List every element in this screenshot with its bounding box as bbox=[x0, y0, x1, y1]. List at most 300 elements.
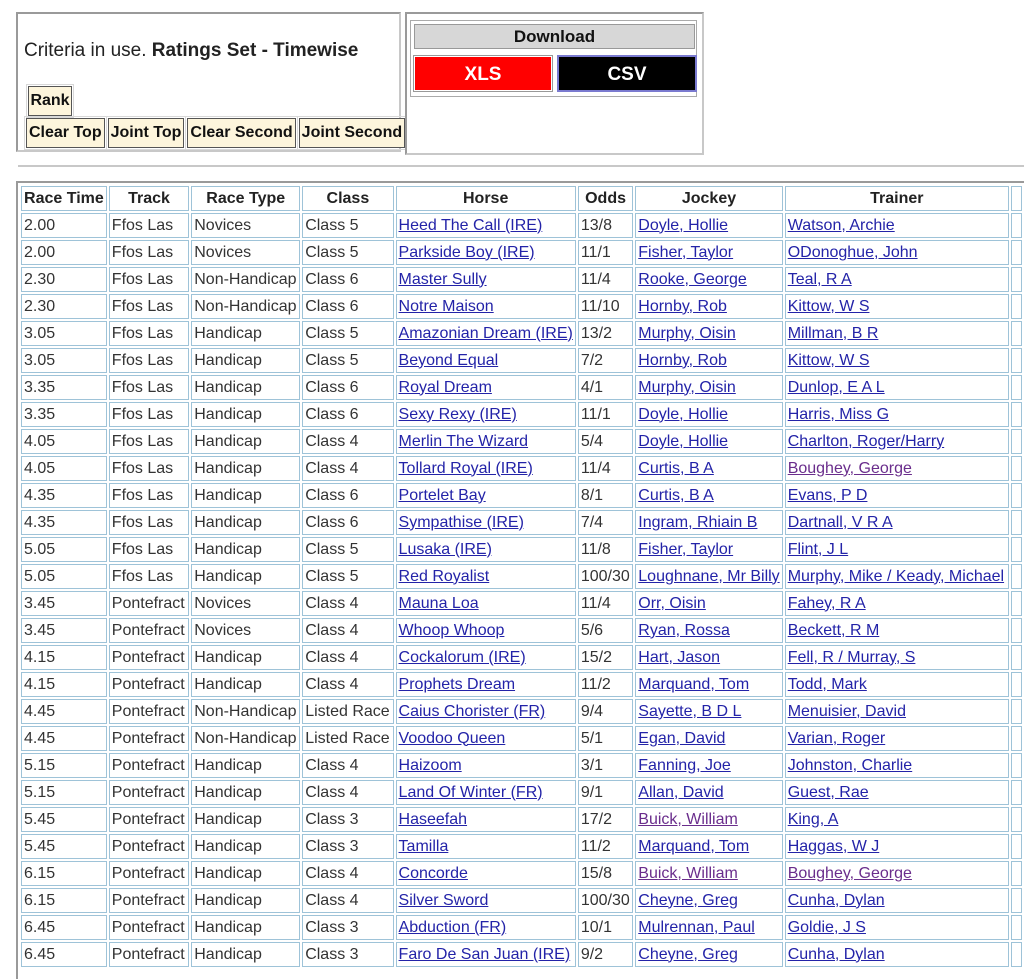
jockey-link[interactable]: Curtis, B A bbox=[638, 486, 714, 504]
horse-cell bbox=[396, 780, 576, 805]
race-type-cell: Handicap bbox=[191, 456, 300, 481]
trainer-cell bbox=[785, 942, 1009, 967]
race-time-cell: 5.15 bbox=[21, 753, 107, 778]
track-cell: Ffos Las bbox=[109, 294, 189, 319]
race-type-cell: Handicap bbox=[191, 645, 300, 670]
class-cell: Class 4 bbox=[302, 888, 393, 913]
race-type-cell: Novices bbox=[191, 240, 300, 265]
criteria-prefix: Criteria in use. bbox=[24, 40, 152, 61]
horse-cell bbox=[396, 402, 576, 427]
horse-link[interactable]: Merlin The Wizard bbox=[398, 432, 529, 450]
clear-second-button[interactable]: Clear Second bbox=[187, 118, 295, 148]
jockey-link[interactable]: Fisher, Taylor bbox=[638, 243, 734, 261]
track-cell: Pontefract bbox=[109, 780, 189, 805]
extra-cell bbox=[1011, 780, 1022, 805]
jockey-link[interactable]: Murphy, Oisin bbox=[638, 378, 736, 396]
table-row bbox=[21, 888, 1022, 913]
race-time-cell: 5.05 bbox=[21, 564, 107, 589]
race-time-cell: 4.15 bbox=[21, 672, 107, 697]
odds-cell: 11/10 bbox=[578, 294, 633, 319]
jockey-link[interactable]: Egan, David bbox=[638, 729, 726, 747]
horse-cell bbox=[396, 375, 576, 400]
jockey-cell bbox=[635, 213, 782, 238]
trainer-link[interactable]: Harris, Miss G bbox=[787, 405, 890, 423]
trainer-cell bbox=[785, 348, 1009, 373]
odds-cell: 17/2 bbox=[578, 807, 633, 832]
class-cell: Listed Race bbox=[302, 699, 393, 724]
table-row bbox=[21, 348, 1022, 373]
trainer-cell bbox=[785, 915, 1009, 940]
jockey-cell bbox=[635, 753, 782, 778]
race-type-cell: Handicap bbox=[191, 321, 300, 346]
trainer-link[interactable]: Guest, Rae bbox=[787, 783, 869, 801]
class-cell: Class 4 bbox=[302, 780, 393, 805]
jockey-cell bbox=[635, 699, 782, 724]
horse-link[interactable]: Haseefah bbox=[398, 810, 468, 828]
horse-link[interactable]: Notre Maison bbox=[398, 297, 494, 315]
horse-link[interactable]: Royal Dream bbox=[398, 378, 492, 396]
table-row bbox=[21, 645, 1022, 670]
trainer-link[interactable]: Varian, Roger bbox=[787, 729, 886, 747]
horse-cell bbox=[396, 213, 576, 238]
odds-cell: 11/1 bbox=[578, 402, 633, 427]
horse-cell bbox=[396, 888, 576, 913]
horse-link[interactable]: Portelet Bay bbox=[398, 486, 486, 504]
jockey-cell bbox=[635, 564, 782, 589]
results-body bbox=[21, 213, 1022, 967]
extra-cell bbox=[1011, 240, 1022, 265]
race-type-cell: Handicap bbox=[191, 942, 300, 967]
race-time-cell: 5.45 bbox=[21, 834, 107, 859]
jockey-link[interactable]: Hornby, Rob bbox=[638, 297, 727, 315]
odds-cell: 9/2 bbox=[578, 942, 633, 967]
jockey-link[interactable]: Doyle, Hollie bbox=[638, 216, 729, 234]
jockey-link[interactable]: Buick, William bbox=[638, 810, 738, 828]
race-time-cell: 6.15 bbox=[21, 861, 107, 886]
odds-cell: 8/1 bbox=[578, 483, 633, 508]
trainer-link[interactable]: Cunha, Dylan bbox=[787, 945, 885, 963]
jockey-cell bbox=[635, 726, 782, 751]
jockey-cell bbox=[635, 429, 782, 454]
header-race-time: Race Time bbox=[21, 186, 107, 211]
table-row bbox=[21, 321, 1022, 346]
race-time-cell: 2.30 bbox=[21, 267, 107, 292]
download-inner bbox=[410, 20, 697, 97]
table-row bbox=[21, 672, 1022, 697]
table-row bbox=[21, 267, 1022, 292]
race-type-cell: Handicap bbox=[191, 375, 300, 400]
table-row bbox=[21, 834, 1022, 859]
horse-link[interactable]: Lusaka (IRE) bbox=[398, 540, 492, 558]
jockey-cell bbox=[635, 942, 782, 967]
horse-cell bbox=[396, 510, 576, 535]
trainer-link[interactable]: Beckett, R M bbox=[787, 621, 880, 639]
trainer-cell bbox=[785, 213, 1009, 238]
race-type-cell: Handicap bbox=[191, 402, 300, 427]
horse-cell bbox=[396, 618, 576, 643]
rank-button[interactable]: Rank bbox=[28, 86, 72, 116]
trainer-cell bbox=[785, 564, 1009, 589]
horse-link[interactable]: Faro De San Juan (IRE) bbox=[398, 945, 571, 963]
race-time-cell: 6.15 bbox=[21, 888, 107, 913]
horse-cell bbox=[396, 456, 576, 481]
track-cell: Pontefract bbox=[109, 645, 189, 670]
horse-link[interactable]: Amazonian Dream (IRE) bbox=[398, 324, 573, 342]
odds-cell: 5/1 bbox=[578, 726, 633, 751]
trainer-link[interactable]: Evans, P D bbox=[787, 486, 868, 504]
race-type-cell: Handicap bbox=[191, 429, 300, 454]
jockey-cell bbox=[635, 834, 782, 859]
horse-cell bbox=[396, 699, 576, 724]
extra-cell bbox=[1011, 834, 1022, 859]
results-table-container bbox=[16, 181, 1024, 979]
race-type-cell: Handicap bbox=[191, 564, 300, 589]
trainer-link[interactable]: Teal, R A bbox=[787, 270, 852, 288]
horse-link[interactable]: Voodoo Queen bbox=[398, 729, 506, 747]
track-cell: Pontefract bbox=[109, 888, 189, 913]
race-type-cell: Non-Handicap bbox=[191, 699, 300, 724]
extra-cell bbox=[1011, 726, 1022, 751]
odds-cell: 13/2 bbox=[578, 321, 633, 346]
trainer-link[interactable]: Charlton, Roger/Harry bbox=[787, 432, 945, 450]
horse-link[interactable]: Sympathise (IRE) bbox=[398, 513, 524, 531]
race-time-cell: 2.00 bbox=[21, 213, 107, 238]
trainer-cell bbox=[785, 807, 1009, 832]
jockey-link[interactable]: Ryan, Rossa bbox=[638, 621, 730, 639]
extra-cell bbox=[1011, 429, 1022, 454]
class-cell: Class 4 bbox=[302, 753, 393, 778]
table-row bbox=[21, 780, 1022, 805]
track-cell: Pontefract bbox=[109, 618, 189, 643]
horse-link[interactable]: Red Royalist bbox=[398, 567, 490, 585]
odds-cell: 10/1 bbox=[578, 915, 633, 940]
horse-link[interactable]: Tollard Royal (IRE) bbox=[398, 459, 533, 477]
track-cell: Ffos Las bbox=[109, 510, 189, 535]
odds-cell: 7/4 bbox=[578, 510, 633, 535]
joint-second-button[interactable]: Joint Second bbox=[299, 118, 405, 148]
track-cell: Ffos Las bbox=[109, 348, 189, 373]
trainer-link[interactable]: Murphy, Mike / Keady, Michael bbox=[787, 567, 1005, 585]
horse-cell bbox=[396, 429, 576, 454]
jockey-cell bbox=[635, 267, 782, 292]
header-track: Track bbox=[109, 186, 189, 211]
table-row bbox=[21, 564, 1022, 589]
horse-cell bbox=[396, 807, 576, 832]
extra-cell bbox=[1011, 213, 1022, 238]
jockey-link[interactable]: Marquand, Tom bbox=[638, 675, 750, 693]
odds-cell: 5/6 bbox=[578, 618, 633, 643]
jockey-link[interactable]: Curtis, B A bbox=[638, 459, 714, 477]
odds-cell: 13/8 bbox=[578, 213, 633, 238]
extra-cell bbox=[1011, 348, 1022, 373]
class-cell: Class 3 bbox=[302, 942, 393, 967]
csv-download-button[interactable]: CSV bbox=[559, 57, 695, 90]
track-cell: Ffos Las bbox=[109, 537, 189, 562]
table-header-row bbox=[21, 186, 1022, 211]
table-row bbox=[21, 510, 1022, 535]
trainer-link[interactable]: Flint, J L bbox=[787, 540, 849, 558]
horse-cell bbox=[396, 294, 576, 319]
jockey-cell bbox=[635, 888, 782, 913]
horse-link[interactable]: Prophets Dream bbox=[398, 675, 516, 693]
jockey-link[interactable]: Fanning, Joe bbox=[638, 756, 731, 774]
race-time-cell: 3.05 bbox=[21, 348, 107, 373]
trainer-link[interactable]: Haggas, W J bbox=[787, 837, 880, 855]
extra-cell bbox=[1011, 753, 1022, 778]
race-type-cell: Novices bbox=[191, 591, 300, 616]
table-row bbox=[21, 294, 1022, 319]
race-time-cell: 4.45 bbox=[21, 726, 107, 751]
header-horse: Horse bbox=[396, 186, 576, 211]
horse-link[interactable]: Land Of Winter (FR) bbox=[398, 783, 543, 801]
xls-download-button[interactable]: XLS bbox=[415, 57, 551, 90]
trainer-link[interactable]: Boughey, George bbox=[787, 864, 912, 882]
trainer-link[interactable]: Kittow, W S bbox=[787, 297, 870, 315]
track-cell: Pontefract bbox=[109, 834, 189, 859]
jockey-link[interactable]: Allan, David bbox=[638, 783, 724, 801]
header-trainer bbox=[785, 186, 1009, 211]
extra-cell bbox=[1011, 456, 1022, 481]
trainer-link[interactable]: Fahey, R A bbox=[787, 594, 866, 612]
jockey-link[interactable]: Rooke, George bbox=[638, 270, 747, 288]
horse-cell bbox=[396, 591, 576, 616]
horse-link[interactable]: Mauna Loa bbox=[398, 594, 479, 612]
horse-cell bbox=[396, 726, 576, 751]
horse-link[interactable]: Tamilla bbox=[398, 837, 449, 855]
jockey-link[interactable]: Hart, Jason bbox=[638, 648, 721, 666]
jockey-link[interactable]: Fisher, Taylor bbox=[638, 540, 734, 558]
horse-cell bbox=[396, 861, 576, 886]
horse-link[interactable]: Whoop Whoop bbox=[398, 621, 505, 639]
class-cell: Class 3 bbox=[302, 915, 393, 940]
jockey-link[interactable]: Cheyne, Greg bbox=[638, 945, 738, 963]
horse-link[interactable]: Abduction (FR) bbox=[398, 918, 507, 936]
horse-cell bbox=[396, 834, 576, 859]
race-type-cell: Handicap bbox=[191, 834, 300, 859]
jockey-cell bbox=[635, 294, 782, 319]
jockey-link[interactable]: Buick, William bbox=[638, 864, 738, 882]
extra-cell bbox=[1011, 564, 1022, 589]
trainer-cell bbox=[785, 429, 1009, 454]
track-cell: Pontefract bbox=[109, 807, 189, 832]
horse-cell bbox=[396, 942, 576, 967]
trainer-link[interactable]: Watson, Archie bbox=[787, 216, 895, 234]
odds-cell: 11/2 bbox=[578, 834, 633, 859]
jockey-cell bbox=[635, 375, 782, 400]
results-table bbox=[19, 184, 1024, 969]
track-cell: Ffos Las bbox=[109, 321, 189, 346]
trainer-cell bbox=[785, 834, 1009, 859]
jockey-cell bbox=[635, 780, 782, 805]
jockey-cell bbox=[635, 645, 782, 670]
trainer-link[interactable]: Dunlop, E A L bbox=[787, 378, 885, 396]
class-cell: Class 4 bbox=[302, 591, 393, 616]
class-cell: Class 4 bbox=[302, 672, 393, 697]
race-time-cell: 4.05 bbox=[21, 456, 107, 481]
odds-cell: 4/1 bbox=[578, 375, 633, 400]
trainer-link[interactable]: King, A bbox=[787, 810, 839, 828]
trainer-cell bbox=[785, 456, 1009, 481]
race-type-cell: Handicap bbox=[191, 348, 300, 373]
criteria-button-row bbox=[26, 118, 405, 148]
trainer-cell bbox=[785, 402, 1009, 427]
jockey-cell bbox=[635, 915, 782, 940]
trainer-cell bbox=[785, 375, 1009, 400]
jockey-link[interactable]: Mulrennan, Paul bbox=[638, 918, 755, 936]
trainer-link[interactable]: Boughey, George bbox=[787, 459, 912, 477]
horse-cell bbox=[396, 753, 576, 778]
horse-link[interactable]: Caius Chorister (FR) bbox=[398, 702, 546, 720]
race-type-cell: Handicap bbox=[191, 915, 300, 940]
section-divider bbox=[18, 165, 1024, 167]
race-type-cell: Non-Handicap bbox=[191, 294, 300, 319]
horse-cell bbox=[396, 645, 576, 670]
table-row bbox=[21, 213, 1022, 238]
odds-cell: 11/4 bbox=[578, 591, 633, 616]
header-jockey: Jockey bbox=[635, 186, 782, 211]
horse-link[interactable]: Silver Sword bbox=[398, 891, 489, 909]
race-time-cell: 3.35 bbox=[21, 402, 107, 427]
extra-cell bbox=[1011, 483, 1022, 508]
extra-cell bbox=[1011, 915, 1022, 940]
horse-link[interactable]: Beyond Equal bbox=[398, 351, 499, 369]
trainer-link[interactable]: ODonoghue, John bbox=[787, 243, 918, 261]
jockey-cell bbox=[635, 672, 782, 697]
jockey-link[interactable]: Cheyne, Greg bbox=[638, 891, 738, 909]
horse-link[interactable]: Parkside Boy (IRE) bbox=[398, 243, 535, 261]
race-time-cell: 4.45 bbox=[21, 699, 107, 724]
horse-link[interactable]: Sexy Rexy (IRE) bbox=[398, 405, 517, 423]
jockey-link[interactable]: Doyle, Hollie bbox=[638, 432, 729, 450]
trainer-link[interactable]: Johnston, Charlie bbox=[787, 756, 913, 774]
table-row bbox=[21, 618, 1022, 643]
race-time-cell: 3.45 bbox=[21, 618, 107, 643]
trainer-cell bbox=[785, 645, 1009, 670]
class-cell: Class 5 bbox=[302, 348, 393, 373]
trainer-cell bbox=[785, 726, 1009, 751]
jockey-link[interactable]: Sayette, B D L bbox=[638, 702, 742, 720]
trainer-cell bbox=[785, 888, 1009, 913]
jockey-cell bbox=[635, 537, 782, 562]
class-cell: Class 3 bbox=[302, 834, 393, 859]
extra-cell bbox=[1011, 942, 1022, 967]
jockey-cell bbox=[635, 807, 782, 832]
horse-cell bbox=[396, 483, 576, 508]
race-time-cell: 6.45 bbox=[21, 915, 107, 940]
extra-cell bbox=[1011, 321, 1022, 346]
class-cell: Class 5 bbox=[302, 537, 393, 562]
trainer-cell bbox=[785, 780, 1009, 805]
table-row bbox=[21, 591, 1022, 616]
track-cell: Pontefract bbox=[109, 861, 189, 886]
track-cell: Ffos Las bbox=[109, 429, 189, 454]
trainer-link[interactable]: Menuisier, David bbox=[787, 702, 906, 720]
race-time-cell: 4.35 bbox=[21, 510, 107, 535]
trainer-link[interactable]: Kittow, W S bbox=[787, 351, 870, 369]
horse-link[interactable]: Cockalorum (IRE) bbox=[398, 648, 526, 666]
horse-link[interactable]: Heed The Call (IRE) bbox=[398, 216, 543, 234]
horse-link[interactable]: Master Sully bbox=[398, 270, 487, 288]
jockey-cell bbox=[635, 240, 782, 265]
track-cell: Ffos Las bbox=[109, 456, 189, 481]
horse-link[interactable]: Haizoom bbox=[398, 756, 462, 774]
table-row bbox=[21, 942, 1022, 967]
trainer-link[interactable]: Fell, R / Murray, S bbox=[787, 648, 916, 666]
jockey-cell bbox=[635, 510, 782, 535]
race-time-cell: 3.45 bbox=[21, 591, 107, 616]
horse-link[interactable]: Concorde bbox=[398, 864, 468, 882]
clear-top-button[interactable]: Clear Top bbox=[26, 118, 105, 148]
table-row bbox=[21, 483, 1022, 508]
jockey-link[interactable]: Loughnane, Mr Billy bbox=[638, 567, 780, 585]
trainer-link[interactable]: Goldie, J S bbox=[787, 918, 866, 936]
class-cell: Class 4 bbox=[302, 618, 393, 643]
race-time-cell: 2.00 bbox=[21, 240, 107, 265]
race-type-cell: Handicap bbox=[191, 888, 300, 913]
jockey-link[interactable]: Doyle, Hollie bbox=[638, 405, 729, 423]
trainer-cell bbox=[785, 510, 1009, 535]
jockey-link[interactable]: Hornby, Rob bbox=[638, 351, 727, 369]
trainer-link[interactable]: Dartnall, V R A bbox=[787, 513, 893, 531]
odds-cell: 11/4 bbox=[578, 267, 633, 292]
track-cell: Ffos Las bbox=[109, 375, 189, 400]
trainer-cell bbox=[785, 618, 1009, 643]
class-cell: Class 4 bbox=[302, 645, 393, 670]
race-time-cell: 4.15 bbox=[21, 645, 107, 670]
race-type-cell: Handicap bbox=[191, 510, 300, 535]
race-time-cell: 5.45 bbox=[21, 807, 107, 832]
class-cell: Class 6 bbox=[302, 375, 393, 400]
extra-cell bbox=[1011, 294, 1022, 319]
odds-cell: 11/8 bbox=[578, 537, 633, 562]
trainer-cell bbox=[785, 591, 1009, 616]
race-type-cell: Handicap bbox=[191, 483, 300, 508]
criteria-panel bbox=[16, 12, 401, 152]
jockey-link[interactable]: Marquand, Tom bbox=[638, 837, 750, 855]
joint-top-button[interactable]: Joint Top bbox=[108, 118, 185, 148]
race-time-cell: 4.05 bbox=[21, 429, 107, 454]
jockey-link[interactable]: Orr, Oisin bbox=[638, 594, 706, 612]
extra-cell bbox=[1011, 267, 1022, 292]
race-type-cell: Handicap bbox=[191, 780, 300, 805]
extra-cell bbox=[1011, 672, 1022, 697]
trainer-link[interactable]: Todd, Mark bbox=[787, 675, 867, 693]
extra-cell bbox=[1011, 618, 1022, 643]
trainer-cell bbox=[785, 267, 1009, 292]
trainer-link[interactable]: Cunha, Dylan bbox=[787, 891, 885, 909]
race-type-cell: Handicap bbox=[191, 537, 300, 562]
header-race-type: Race Type bbox=[191, 186, 300, 211]
track-cell: Ffos Las bbox=[109, 564, 189, 589]
class-cell: Class 5 bbox=[302, 213, 393, 238]
table-row bbox=[21, 240, 1022, 265]
jockey-link[interactable]: Ingram, Rhiain B bbox=[638, 513, 758, 531]
race-time-cell: 3.35 bbox=[21, 375, 107, 400]
extra-cell bbox=[1011, 402, 1022, 427]
ratings-set-label: Ratings Set - Timewise bbox=[151, 40, 359, 61]
extra-cell bbox=[1011, 699, 1022, 724]
jockey-link[interactable]: Murphy, Oisin bbox=[638, 324, 736, 342]
trainer-cell bbox=[785, 672, 1009, 697]
table-row bbox=[21, 861, 1022, 886]
trainer-link[interactable]: Millman, B R bbox=[787, 324, 879, 342]
track-cell: Ffos Las bbox=[109, 483, 189, 508]
download-panel bbox=[405, 12, 704, 155]
race-type-cell: Handicap bbox=[191, 807, 300, 832]
extra-cell bbox=[1011, 375, 1022, 400]
odds-cell: 11/1 bbox=[578, 240, 633, 265]
extra-cell bbox=[1011, 861, 1022, 886]
